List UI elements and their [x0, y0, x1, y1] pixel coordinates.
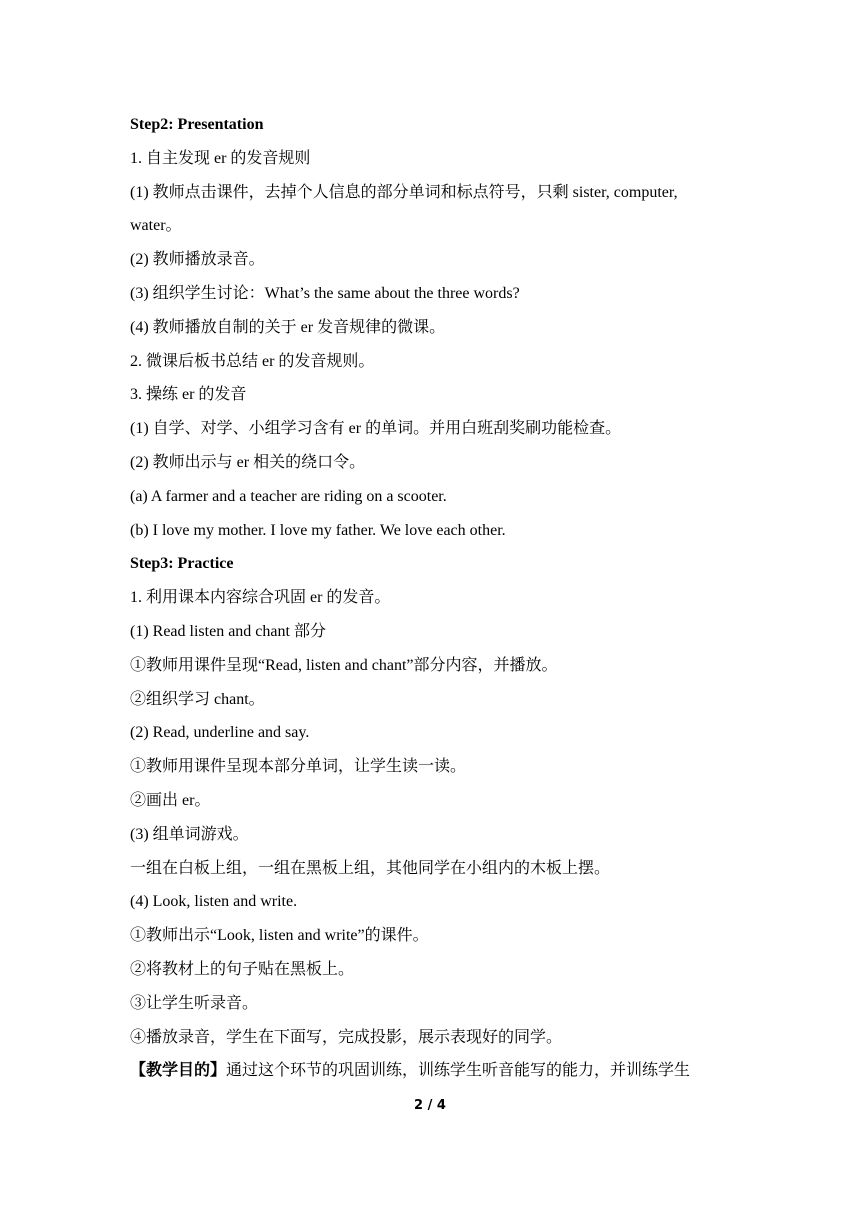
- text-line: (4) Look, listen and write.: [130, 893, 298, 911]
- text-line: (b) I love my mother. I love my father. We love each other.: [130, 521, 506, 539]
- text-line: 1. 自主发现 er 的发音规则: [130, 149, 311, 167]
- text-line: ①教师用课件呈现“Read, listen and chant”部分内容，并播放。: [130, 656, 558, 674]
- step2-heading: Step2: Presentation: [130, 116, 264, 133]
- text-line: 1. 利用课本内容综合巩固 er 的发音。: [130, 589, 391, 607]
- text-line: (2) Read, underline and say.: [130, 724, 310, 742]
- text-line: ①教师用课件呈现本部分单词，让学生读一读。: [130, 758, 467, 776]
- text-line: (1) 教师点击课件，去掉个人信息的部分单词和标点符号，只剩 sister, computer,: [130, 183, 678, 201]
- text-line: 一组在白板上组，一组在黑板上组，其他同学在小组内的木板上摆。: [130, 859, 611, 877]
- text-line: (3) 组织学生讨论：What’s the same about the three words?: [130, 284, 520, 302]
- text-line: (1) Read listen and chant 部分: [130, 622, 326, 640]
- page-number: 2 / 4: [414, 1098, 446, 1113]
- text-line: (3) 组单词游戏。: [130, 825, 249, 843]
- text-line: ②将教材上的句子贴在黑板上。: [130, 960, 355, 978]
- text-line: (4) 教师播放自制的关于 er 发音规律的微课。: [130, 318, 446, 336]
- teaching-purpose-line: [130, 1054, 740, 1088]
- text-line: ②画出 er。: [130, 791, 211, 809]
- teaching-purpose-text: 通过这个环节的巩固训练，训练学生听音能写的能力，并训练学生: [226, 1062, 691, 1080]
- text-line: ②组织学习 chant。: [130, 690, 265, 708]
- text-line: 2. 微课后板书总结 er 的发音规则。: [130, 352, 375, 370]
- document-body: [130, 108, 740, 1088]
- text-line: ①教师出示“Look, listen and write”的课件。: [130, 927, 429, 945]
- text-line: ④播放录音，学生在下面写，完成投影，展示表现好的同学。: [130, 1028, 563, 1046]
- text-line: water。: [130, 217, 182, 235]
- text-line: (1) 自学、对学、小组学习含有 er 的单词。并用白班刮奖刷功能检查。: [130, 420, 622, 438]
- text-line: (2) 教师播放录音。: [130, 251, 265, 269]
- text-line: (a) A farmer and a teacher are riding on a scooter.: [130, 487, 447, 505]
- text-line: ③让学生听录音。: [130, 994, 259, 1012]
- teaching-purpose-label: 【教学目的】: [130, 1062, 227, 1080]
- text-line: 3. 操练 er 的发音: [130, 386, 247, 404]
- text-line: (2) 教师出示与 er 相关的绕口令。: [130, 453, 366, 471]
- step3-heading: Step3: Practice: [130, 555, 234, 573]
